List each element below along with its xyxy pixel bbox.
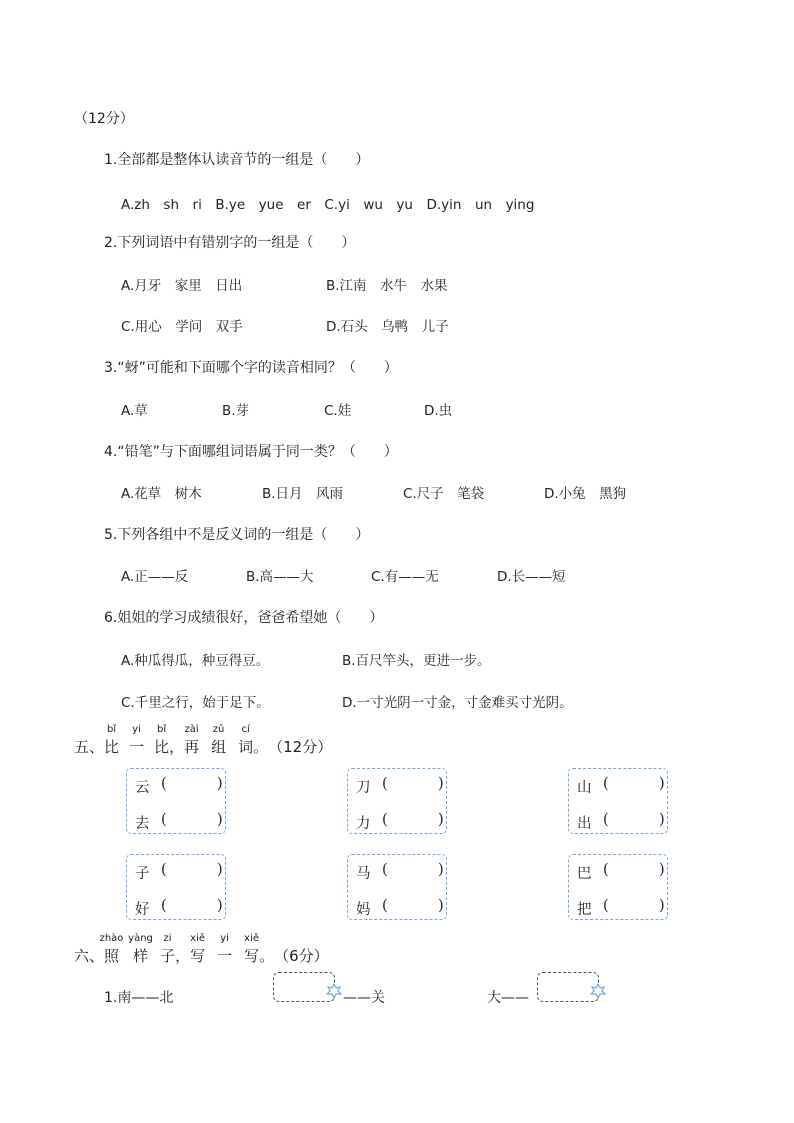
question-4-option-c: C.尺子 笔袋 [403, 486, 485, 502]
question-5-stem: 5.下列各组中不是反义词的一组是（ ） [104, 527, 370, 543]
word-line[interactable]: 山 ( ) [577, 776, 665, 796]
section-6-example: 1.南——北 [104, 990, 174, 1006]
question-4-option-b: B.日月 风雨 [262, 486, 344, 502]
leaf-icon [326, 983, 342, 999]
word-line[interactable]: 去 ( ) [135, 812, 223, 832]
word-line[interactable]: 出 ( ) [577, 812, 665, 832]
punctuation: ， [175, 947, 191, 965]
question-2-option-a: A.月牙 家里 日出 [121, 278, 243, 294]
pinyin-char: yàng 样 [128, 933, 153, 965]
question-5-option-a: A.正——反 [121, 569, 189, 585]
pinyin-char: xiě 写 [244, 933, 260, 965]
section-6-score: （6分） [274, 947, 329, 965]
question-2-option-c: C.用心 学问 双手 [121, 319, 243, 335]
question-5-option-d: D.长——短 [497, 569, 566, 585]
question-2-option-d: D.石头 乌鸭 儿子 [326, 319, 449, 335]
pinyin-char: zi 子 [160, 933, 176, 965]
question-3-option-c: C.娃 [324, 403, 352, 419]
question-6-option-d: D.一寸光阴一寸金，寸金难买寸光阴。 [342, 695, 573, 711]
question-4-option-a: A.花草 树木 [121, 486, 202, 502]
punctuation: 。 [253, 738, 269, 756]
punctuation: 。 [259, 947, 275, 965]
pinyin-char: zǔ 组 [211, 724, 227, 756]
question-2-option-b: B.江南 水牛 水果 [326, 278, 448, 294]
punctuation: ， [169, 738, 185, 756]
question-2-stem: 2.下列词语中有错别字的一组是（ ） [104, 235, 356, 251]
question-3-option-d: D.虫 [424, 403, 453, 419]
question-5-option-b: B.高——大 [246, 569, 314, 585]
section-5-heading [74, 724, 333, 757]
pinyin-char: zhào 照 [99, 933, 124, 965]
word-line[interactable]: 把 ( ) [577, 898, 665, 918]
blank-1-suffix: ——关 [343, 990, 385, 1006]
word-pair-box [126, 854, 226, 920]
pinyin-char: zài 再 [184, 724, 200, 756]
question-4-stem: 4.“铅笔”与下面哪组词语属于同一类？（ ） [104, 444, 398, 460]
question-3-option-a: A.草 [121, 403, 148, 419]
word-pair-box [347, 768, 447, 834]
pinyin-char: bǐ 比 [104, 724, 120, 756]
leaf-icon [590, 983, 606, 999]
pinyin-char: yi 一 [217, 933, 233, 965]
question-1-options: A.zh sh ri B.ye yue er C.yi wu yu D.yin un ying [121, 197, 535, 213]
word-line[interactable]: 刀 ( ) [356, 776, 444, 796]
question-5-option-c: C.有——无 [371, 569, 439, 585]
word-line[interactable]: 巴 ( ) [577, 862, 665, 882]
word-pair-box [568, 854, 668, 920]
section-score-top: （12分） [74, 111, 134, 127]
word-line[interactable]: 妈 ( ) [356, 898, 444, 918]
question-6-option-c: C.千里之行，始于足下。 [121, 695, 270, 711]
word-line[interactable]: 好 ( ) [135, 898, 223, 918]
question-6-stem: 6.姐姐的学习成绩很好，爸爸希望她（ ） [104, 610, 384, 626]
pinyin-char: bǐ 比 [154, 724, 170, 756]
word-line[interactable]: 云 ( ) [135, 776, 223, 796]
word-pair-box [568, 768, 668, 834]
question-6-option-b: B.百尺竿头，更进一步。 [342, 653, 491, 669]
question-6-option-a: A.种瓜得瓜，种豆得豆。 [121, 653, 270, 669]
question-3-option-b: B.芽 [222, 403, 250, 419]
word-pair-box [126, 768, 226, 834]
section-5-score: （12分） [268, 738, 333, 756]
question-1-stem: 1.全部都是整体认读音节的一组是（ ） [104, 152, 370, 168]
word-pair-box [347, 854, 447, 920]
section-6-heading [74, 933, 329, 966]
question-3-stem: 3.“蚜”可能和下面哪个字的读音相同？（ ） [104, 360, 398, 376]
blank-2-prefix: 大—— [487, 990, 529, 1006]
section-6-number: 六、 [74, 947, 105, 965]
question-4-option-d: D.小兔 黑狗 [544, 486, 627, 502]
word-line[interactable]: 力 ( ) [356, 812, 444, 832]
pinyin-char: yi 一 [129, 724, 145, 756]
pinyin-char: xiě 写 [190, 933, 206, 965]
word-line[interactable]: 马 ( ) [356, 862, 444, 882]
pinyin-char: cí 词 [238, 724, 254, 756]
word-line[interactable]: 子 ( ) [135, 862, 223, 882]
section-5-number: 五、 [74, 738, 105, 756]
